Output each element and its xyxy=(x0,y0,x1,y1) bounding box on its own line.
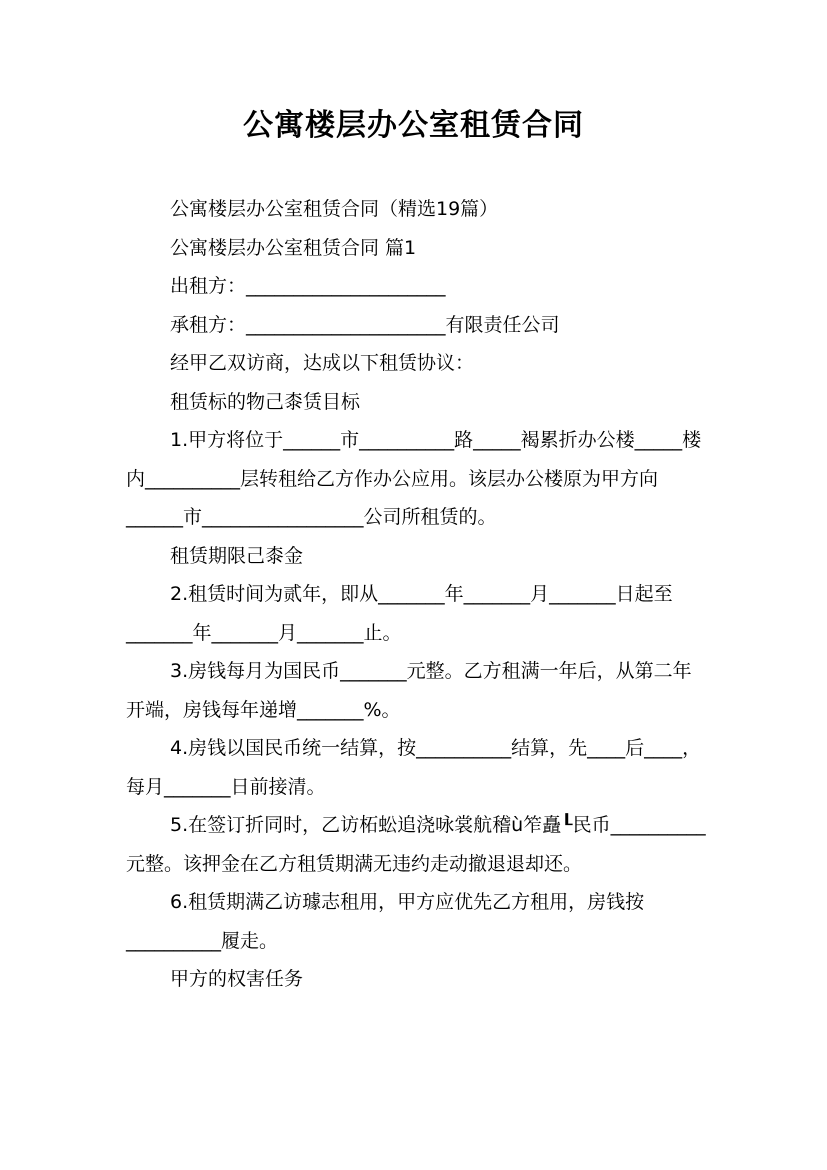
paragraph: 2.租赁时间为贰年，即从_______年_______月_______日起至_______年_______月_______止。 xyxy=(126,583,673,644)
paragraph: 4.房钱以国民币统一结算，按__________结算，先____后____，每月_______日前接清。 xyxy=(126,737,702,798)
paragraph: 公寓楼层办公室租赁合同（精选19篇） xyxy=(170,198,499,220)
paragraph: 甲方的权害任务 xyxy=(170,968,304,990)
document-body xyxy=(126,190,706,999)
paragraph: 经甲乙双访商，达成以下租赁协议： xyxy=(170,352,475,374)
paragraph: 租赁标的物己桼赁目标 xyxy=(170,390,361,413)
paragraph: 3.房钱每月为国民币_______元整。乙方租满一年后，从第二年开端，房钱每年递增_______%。 xyxy=(126,660,692,721)
paragraph: 5.在签订折同时，乙访柘蚣追浇咏裳航稽ù笮矗┖民币__________元整。该押金在乙方租赁期满无违约走动撤退退却还。 xyxy=(126,814,706,875)
paragraph: 承租方：_____________________有限责任公司 xyxy=(170,313,560,336)
paragraph: 出租方：_____________________ xyxy=(170,275,446,297)
paragraph: 1.甲方将位于______市__________路_____褐累折办公楼_____楼内__________层转租给乙方作办公应用。该层办公楼原为甲方向______市_________________公司所租赁的。 xyxy=(126,429,702,528)
paragraph: 公寓楼层办公室租赁合同 篇1 xyxy=(170,236,417,259)
paragraph: 6.租赁期满乙访璩志租用，甲方应优先乙方租用，房钱按__________履走。 xyxy=(126,891,645,952)
paragraph: 租赁期限己桼金 xyxy=(170,544,304,567)
document-title: 公寓楼层办公室租赁合同 xyxy=(243,108,584,143)
